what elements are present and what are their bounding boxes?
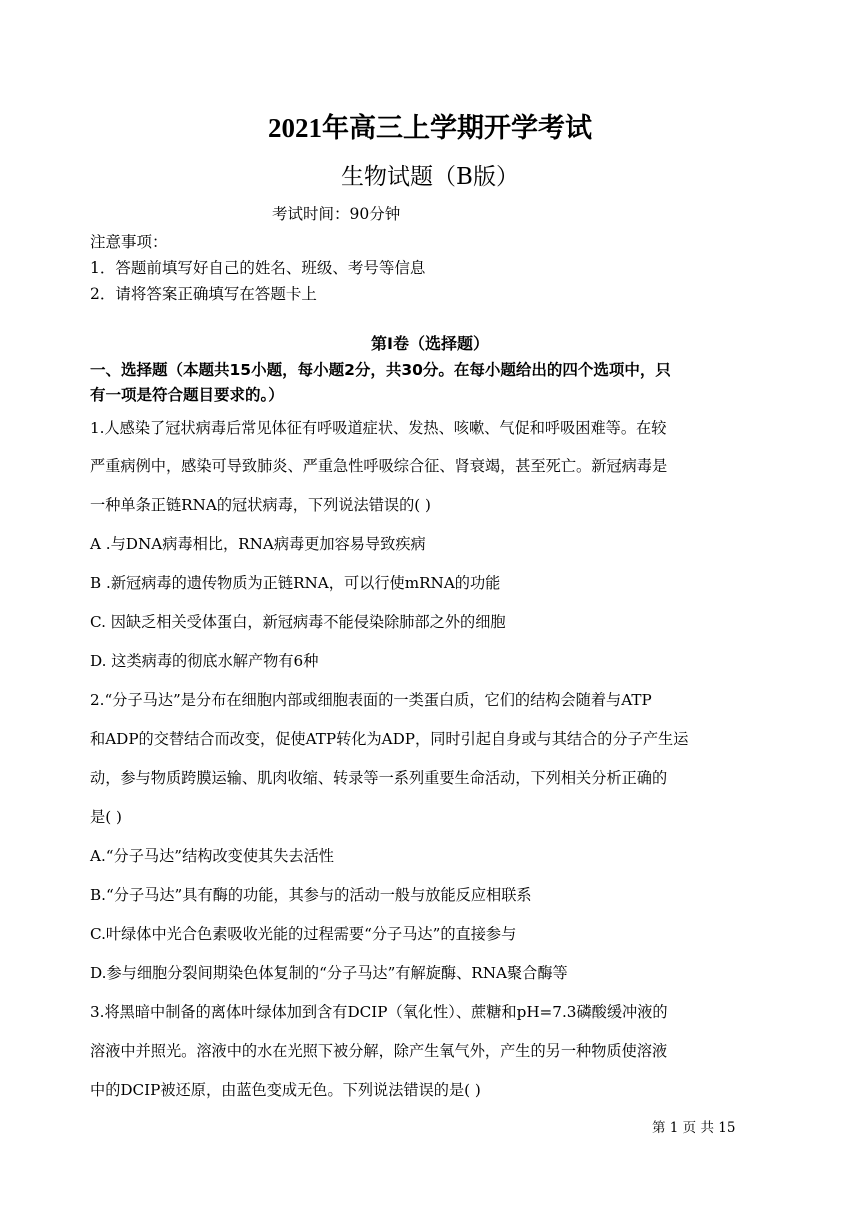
question-stem-line: 动，参与物质跨膜运输、肌肉收缩、转录等一系列重要生命活动，下列相关分析正确的 bbox=[90, 769, 668, 787]
notice-heading: 注意事项： bbox=[90, 233, 168, 251]
answer-option: D.参与细胞分裂间期染色体复制的“分子马达”有解旋酶、RNA聚合酶等 bbox=[90, 964, 568, 982]
page-subtitle: 生物试题（B版） bbox=[341, 164, 519, 190]
answer-option: A .与DNA病毒相比，RNA病毒更加容易导致疾病 bbox=[90, 535, 426, 553]
page-number: 第 1 页 共 15 bbox=[652, 1120, 736, 1136]
section-title: 第I卷（选择题） bbox=[371, 334, 489, 353]
question-stem-line: 3.将黑暗中制备的离体叶绿体加到含有DCIP（氧化性）、蔗糖和pH=7.3磷酸缓冲液的 bbox=[90, 1003, 668, 1021]
question-stem-line: 一种单条正链RNA的冠状病毒，下列说法错误的( ) bbox=[90, 496, 431, 514]
question-stem-line: 溶液中并照光。溶液中的水在光照下被分解，除产生氧气外，产生的另一种物质使溶液 bbox=[90, 1042, 668, 1060]
question-stem-line: 严重病例中，感染可导致肺炎、严重急性呼吸综合征、肾衰竭，甚至死亡。新冠病毒是 bbox=[90, 457, 668, 475]
notice-item: 1．答题前填写好自己的姓名、班级、考号等信息 bbox=[90, 259, 426, 277]
question-stem-line: 2.“分子马达”是分布在细胞内部或细胞表面的一类蛋白质，它们的结构会随着与ATP bbox=[90, 691, 652, 709]
question-stem-line: 是( ) bbox=[90, 808, 122, 826]
question-stem-line: 中的DCIP被还原，由蓝色变成无色。下列说法错误的是( ) bbox=[90, 1081, 481, 1099]
exam-time: 考试时间：90分钟 bbox=[272, 205, 401, 223]
answer-option: C.叶绿体中光合色素吸收光能的过程需要“分子马达”的直接参与 bbox=[90, 925, 517, 943]
question-stem-line: 和ADP的交替结合而改变，促使ATP转化为ADP，同时引起自身或与其结合的分子产生运 bbox=[90, 730, 689, 748]
answer-option: C. 因缺乏相关受体蛋白，新冠病毒不能侵染除肺部之外的细胞 bbox=[90, 613, 506, 631]
page-title: 2021年高三上学期开学考试 bbox=[268, 113, 592, 143]
question-stem-line: 1.人感染了冠状病毒后常见体征有呼吸道症状、发热、咳嗽、气促和呼吸困难等。在较 bbox=[90, 419, 667, 437]
section-intro-line: 有一项是符合题目要求的。） bbox=[90, 386, 284, 404]
notice-item: 2．请将答案正确填写在答题卡上 bbox=[90, 285, 317, 303]
answer-option: B.“分子马达”具有酶的功能，其参与的活动一般与放能反应相联系 bbox=[90, 886, 532, 904]
answer-option: D. 这类病毒的彻底水解产物有6种 bbox=[90, 652, 319, 670]
answer-option: A.“分子马达”结构改变使其失去活性 bbox=[90, 847, 334, 865]
answer-option: B .新冠病毒的遗传物质为正链RNA，可以行使mRNA的功能 bbox=[90, 574, 501, 592]
section-intro-line: 一、选择题（本题共15小题，每小题2分，共30分。在每小题给出的四个选项中，只 bbox=[90, 361, 671, 379]
